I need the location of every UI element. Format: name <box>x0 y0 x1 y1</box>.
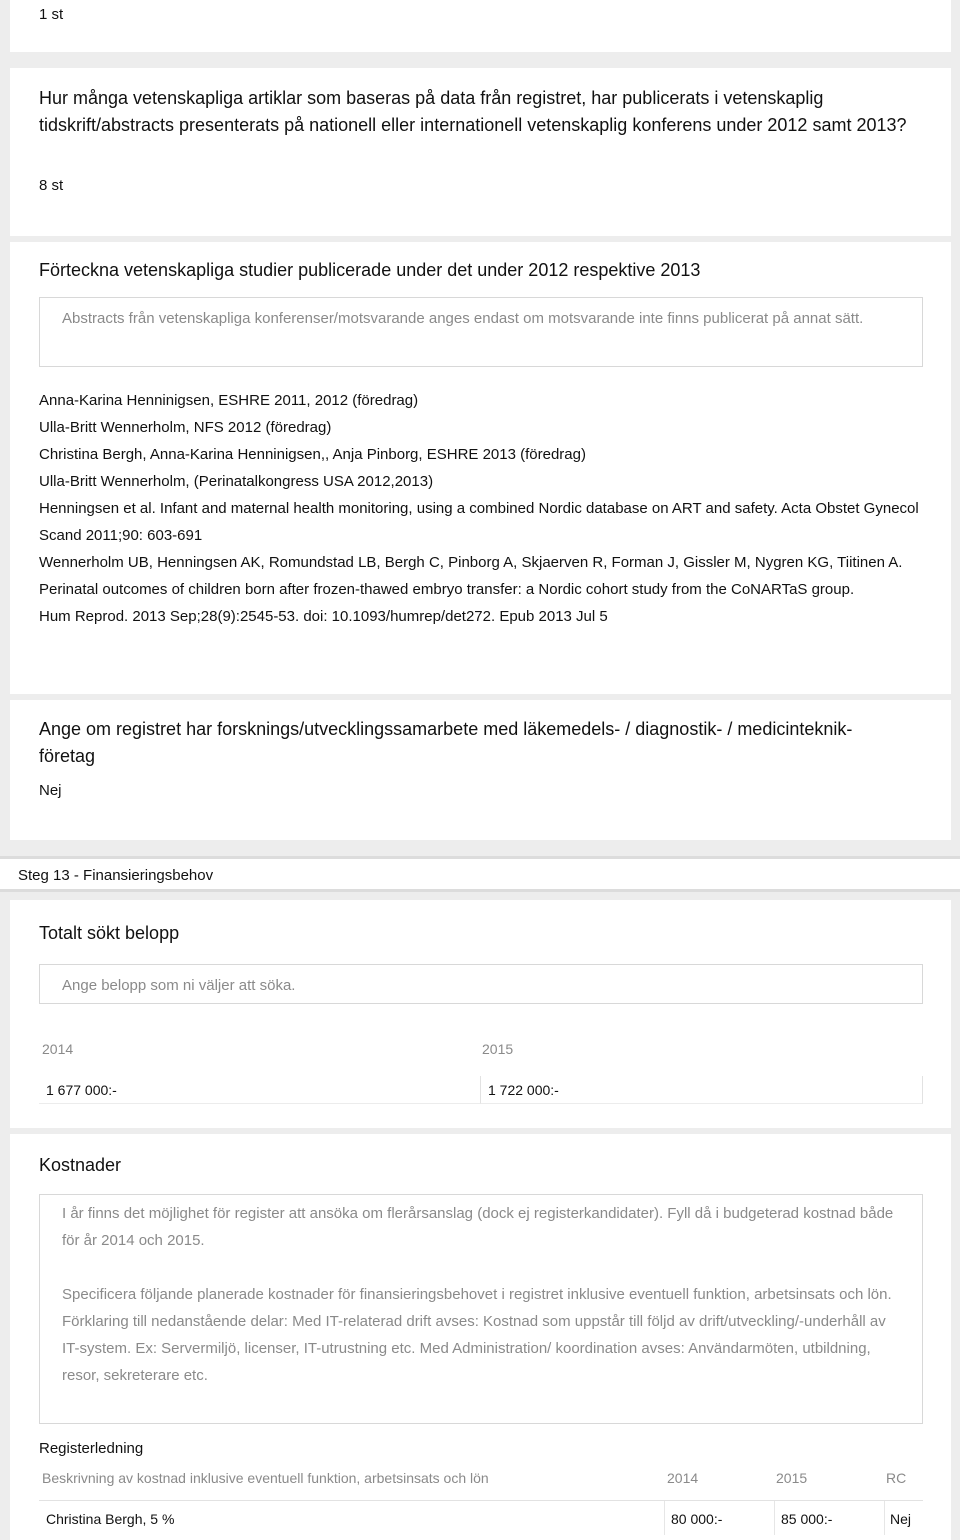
row-cell-rc: Nej <box>890 1511 912 1527</box>
total-year-2015: 2015 <box>482 1041 514 1057</box>
top-answer: 1 st <box>39 6 64 23</box>
registerledning-title: Registerledning <box>39 1440 144 1457</box>
panel-costs <box>10 1134 951 1540</box>
study-line: Ulla-Britt Wennerholm, NFS 2012 (föredrag) <box>39 419 332 436</box>
costs-hint-box <box>39 1194 923 1424</box>
column-divider <box>774 1501 775 1535</box>
total-title: Totalt sökt belopp <box>39 923 180 943</box>
panel-articles <box>10 68 951 236</box>
costs-hint-paragraph: I år finns det möjlighet för register att ansöka om flerårsanslag (dock ej registerkandidater). Fyll då i budgeterad kostnad både för år 2014 och 2015. <box>62 1205 894 1249</box>
panel-collaboration <box>10 700 951 840</box>
col-header-rc: RC <box>886 1470 907 1486</box>
col-header-2015: 2015 <box>776 1470 808 1486</box>
row-cell-2014: 80 000:- <box>671 1511 723 1527</box>
study-line: Wennerholm UB, Henningsen AK, Romundstad LB, Bergh C, Pinborg A, Skjaerven R, Forman J, Gissler M, Nygren KG, Tiitinen A. Perinatal outcomes of children born after frozen-thawed embryo transfer: a Nordic cohort study from the CoNARTaS group. <box>39 554 903 598</box>
total-value-2015[interactable]: 1 722 000:- <box>481 1076 923 1104</box>
study-line: Henningsen et al. Infant and maternal health monitoring, using a combined Nordic database on ART and safety. Acta Obstet Gynecol Scand 2011;90: 603-691 <box>39 500 919 544</box>
total-hint: Ange belopp som ni väljer att söka. <box>62 977 296 994</box>
study-line: Ulla-Britt Wennerholm, (Perinatalkongress USA 2012,2013) <box>39 473 434 490</box>
col-header-2014: 2014 <box>667 1470 699 1486</box>
total-year-2014: 2014 <box>42 1041 74 1057</box>
costs-hint-paragraph: Specificera följande planerade kostnader för finansieringsbehovet i registret inklusive eventuell funktion, arbetsinsats och lön. Förklaring till nedanstående delar: Med IT-relaterad drift avses: Kostnad som uppstår till följd av drift/utveckling/-underhåll av IT-system. Ex: Servermiljö, licenser, IT-utrustning etc. Med Administration/ koordination avses: Användarmöten, utbildning, resor, sekreterare etc. <box>62 1286 892 1384</box>
step-header <box>0 856 960 892</box>
studies-hint-box <box>39 297 923 367</box>
row-cell-description: Christina Bergh, 5 % <box>46 1511 175 1527</box>
column-divider <box>884 1501 885 1535</box>
panel-total <box>10 900 951 1128</box>
column-divider <box>664 1501 665 1535</box>
step-label: Steg 13 - Finansieringsbehov <box>18 867 214 884</box>
table-row <box>39 1500 923 1535</box>
total-value-2014[interactable]: 1 677 000:- <box>39 1076 481 1104</box>
panel-top-answer <box>10 0 951 52</box>
panel-studies <box>10 242 951 694</box>
studies-question: Förteckna vetenskapliga studier publicerade under det under 2012 respektive 2013 <box>39 260 701 280</box>
articles-answer: 8 st <box>39 177 64 194</box>
studies-hint: Abstracts från vetenskapliga konferenser/motsvarande anges endast om motsvarande inte finns publicerat på annat sätt. <box>62 310 864 327</box>
study-line: Anna-Karina Henninigsen, ESHRE 2011, 2012 (föredrag) <box>39 392 419 409</box>
costs-title: Kostnader <box>39 1155 122 1175</box>
row-cell-2015: 85 000:- <box>781 1511 833 1527</box>
studies-list <box>39 387 919 630</box>
col-header-description: Beskrivning av kostnad inklusive eventuell funktion, arbetsinsats och lön <box>42 1470 489 1486</box>
study-line: Christina Bergh, Anna-Karina Henninigsen,, Anja Pinborg, ESHRE 2013 (föredrag) <box>39 446 586 463</box>
total-hint-box <box>39 964 923 1004</box>
collaboration-question: Ange om registret har forsknings/utvecklingssamarbete med läkemedels- / diagnostik- / medicinteknik-företag <box>39 719 853 766</box>
study-line: Hum Reprod. 2013 Sep;28(9):2545-53. doi: 10.1093/humrep/det272. Epub 2013 Jul 5 <box>39 608 608 625</box>
collaboration-answer: Nej <box>39 782 62 799</box>
articles-question: Hur många vetenskapliga artiklar som baseras på data från registret, har publicerats i vetenskaplig tidskrift/abstracts presenterats på nationell eller internationell vetenskaplig konferens under 2012 samt 2013? <box>39 88 907 135</box>
